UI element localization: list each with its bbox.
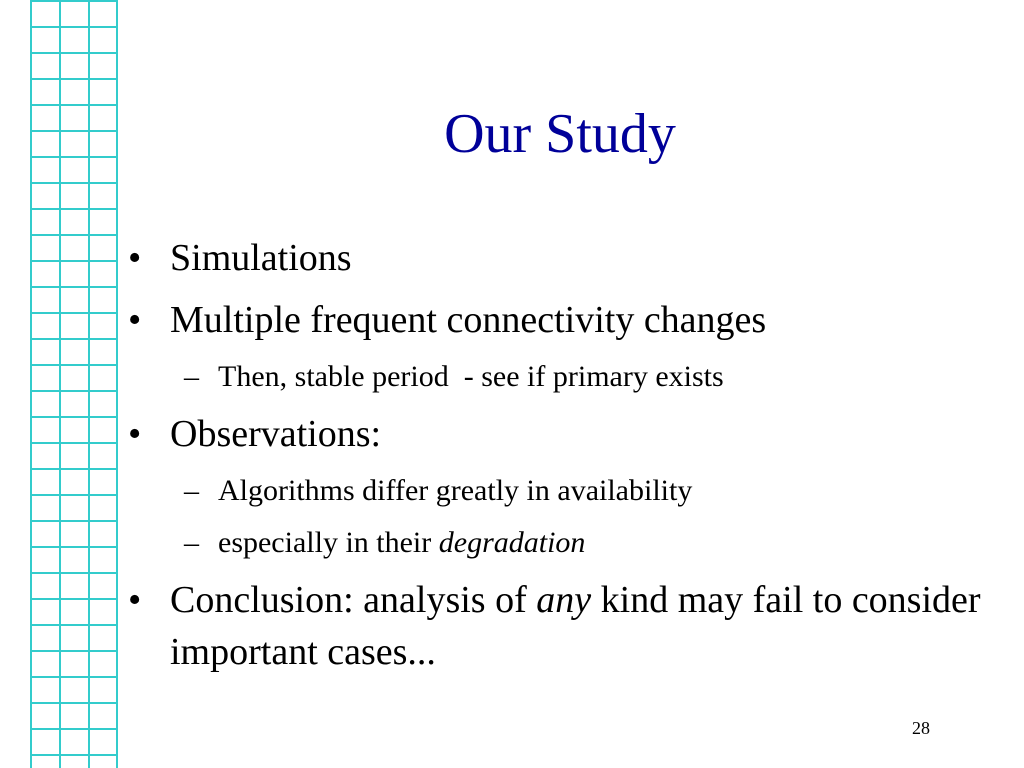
bullet-text: Multiple frequent connectivity changes — [170, 299, 767, 341]
bullet-marker: • — [128, 299, 142, 341]
sub-bullet-then-stable — [128, 352, 998, 402]
bullet-marker: • — [128, 579, 142, 621]
bullet-list — [128, 232, 998, 688]
bullet-observations — [128, 408, 998, 460]
sub-bullet-text: Algorithms differ greatly in availability — [218, 474, 693, 507]
bullet-text: Observations: — [170, 413, 382, 455]
emphasis-degradation: degradation — [438, 526, 586, 559]
bullet-marker: • — [128, 413, 142, 455]
emphasis-any: any — [536, 579, 592, 621]
dash-marker: – — [184, 360, 199, 393]
bullet-simulations — [128, 232, 998, 284]
sub-bullet-algorithms — [128, 466, 998, 516]
page-number: 28 — [912, 718, 930, 738]
bullet-marker: • — [128, 237, 142, 279]
decorative-grid-strip — [30, 0, 118, 768]
bullet-conclusion — [128, 574, 998, 678]
dash-marker: – — [184, 526, 199, 559]
sub-bullet-text: especially in their — [218, 526, 439, 559]
slide-title: Our Study — [444, 103, 676, 165]
sub-bullet-text: Then, stable period - see if primary exists — [218, 360, 724, 393]
bullet-text: Simulations — [170, 237, 352, 279]
bullet-text: Conclusion: analysis of — [170, 579, 537, 621]
bullet-text-continued: kind may fail to consider important cases... — [170, 579, 991, 673]
dash-marker: – — [184, 474, 199, 507]
sub-bullet-especially — [128, 518, 998, 568]
bullet-connectivity — [128, 294, 998, 346]
